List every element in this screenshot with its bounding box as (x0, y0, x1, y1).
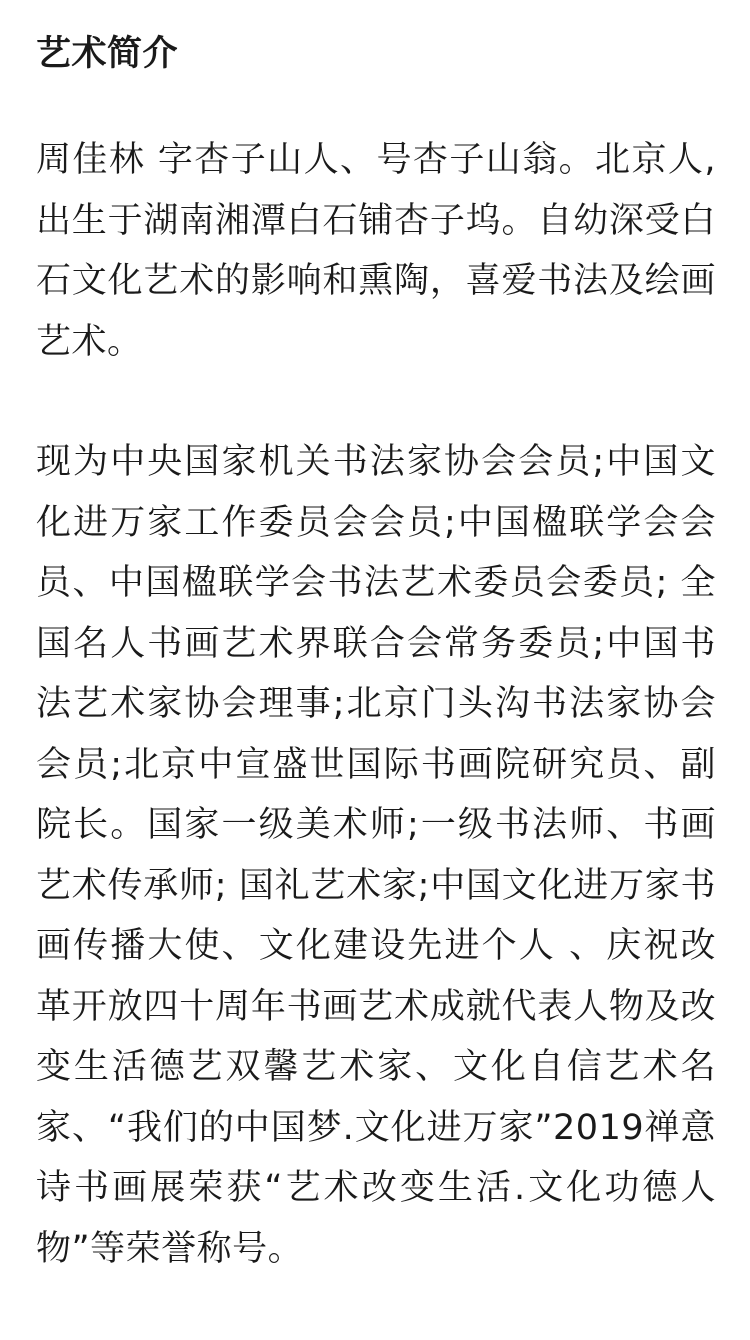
credentials-paragraph: 现为中央国家机关书法家协会会员;中国文化进万家工作委员会会员;中国楹联学会会员、中国楹联学会书法艺术委员会委员; 全国名人书画艺术界联合会常务委员;中国书法艺术家协会理事;北京门头沟书法家协会会员;北京中宣盛世国际书画院研究员、副院长。国家一级美术师;一级书法师、书画艺术传承师; 国礼艺术家;中国文化进万家书画传播大使、文化建设先进个人 、庆祝改革开放四十周年书画艺术成就代表人物及改变生活德艺双馨艺术家、文化自信艺术名家、“我们的中国梦.文化进万家”2019禅意诗书画展荣获“艺术改变生活.文化功德人物”等荣誉称号。 (36, 442, 716, 1269)
paragraph-spacer (36, 372, 716, 432)
article-title: 艺术简介 (36, 34, 179, 74)
intro-paragraph: 周佳林 字杏子山人、号杏子山翁。北京人,出生于湖南湘潭白石铺杏子坞。自幼深受白石文化艺术的影响和熏陶，喜爱书法及绘画艺术。 (36, 140, 716, 362)
